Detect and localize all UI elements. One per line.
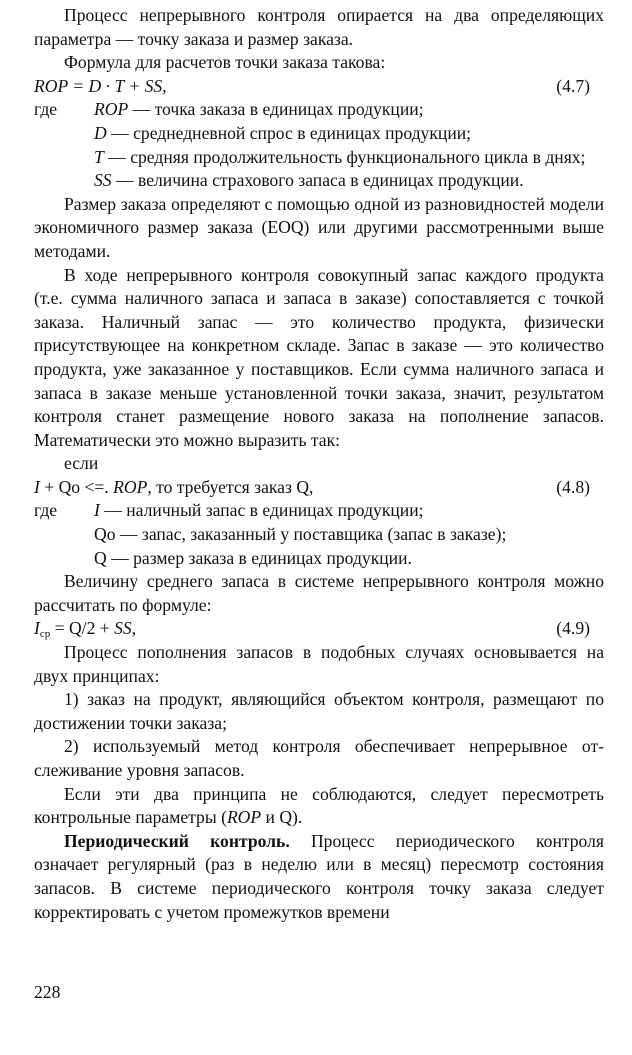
paragraph-11-text: Процесс периодического контроля означает регулярный (раз в неделю или в месяц) пересмотр состояния запасов. В системе периодического контроля точку заказа следует корректировать с учетом промежутков времени (34, 830, 604, 922)
definitions-4-7 (34, 98, 604, 192)
definitions-4-8 (34, 499, 604, 570)
paragraph-1: Процесс непрерывного контроля опирается на два определяющих параметра — точку заказа и размер заказа. (34, 5, 604, 49)
definition-qo-text: Qo — запас, заказанный у поставщика (запас в заказе); (94, 524, 507, 545)
paragraph-8: 1) заказ на продукт, являющийся объектом контроля, размещают по достижении точки заказа; (34, 689, 604, 733)
definition-ss (34, 169, 604, 193)
paragraph-5: если (64, 453, 99, 474)
paragraph-4: В ходе непрерывного контроля совокупный запас каждого продукта (т.е. сумма наличного запаса и запаса в заказе) сопоставляется с точкой заказа. Наличный запас — это количество продукта, физически присутствующее на конкретном складе. Запас в заказе — это количество продукта, уже заказанное у поставщиков. Если сумма наличного запаса и запаса в заказе меньше установленной точки заказа, значит, результатом контроля станет размещение нового заказа на пополнение запасов. Математически это можно выразить так: (34, 264, 604, 450)
definition-i (34, 499, 604, 523)
definition-i-text: I — наличный запас в единицах продукции; (94, 500, 424, 521)
section-heading-periodic-control: Периодический контроль. (64, 830, 290, 851)
where-label: где (34, 99, 58, 120)
definition-rop (34, 98, 604, 122)
paragraph-7: Процесс пополнения запасов в подобных случаях основывается на двух принципах: (34, 642, 604, 686)
definition-q (34, 547, 604, 571)
formula-4-7-expression: ROP = D · T + SS, (34, 75, 167, 96)
paragraph-2: Формула для расчетов точки заказа такова: (64, 52, 386, 73)
definition-ss-text: SS — величина страхового запаса в единицах продукции. (94, 170, 524, 191)
paragraph-11 (34, 830, 604, 924)
paragraph-10: Если эти два принципа не соблюдаются, следует пересмотреть контрольные параметры (ROP и Q). (34, 783, 604, 828)
formula-4-8-expression: I + Qo <=. ROP, то требуется заказ Q, (34, 476, 314, 497)
definition-t-text: T — средняя продолжительность функционального цикла в днях; (94, 146, 586, 167)
paragraph-6: Величину среднего запаса в системе непрерывного контроля можно рассчитать по формуле: (34, 571, 604, 615)
definition-q-text: Q –– размер заказа в единицах продукции. (94, 547, 412, 568)
formula-4-7 (34, 75, 604, 99)
page-body (34, 4, 604, 924)
definition-d-text: D — среднедневной спрос в единицах продукции; (94, 122, 472, 143)
definition-qo (34, 523, 604, 547)
definition-rop-text: ROP — точка заказа в единицах продукции; (94, 99, 424, 120)
page-number: 228 (34, 982, 61, 1002)
formula-4-9-number: (4.9) (556, 618, 590, 639)
formula-4-7-number: (4.7) (556, 75, 590, 96)
definition-d (34, 122, 604, 146)
where-label-2: где (34, 500, 58, 521)
paragraph-9: 2) используемый метод контроля обеспечивает непрерывное отслеживание уровня запасов. (34, 736, 604, 780)
formula-4-8 (34, 476, 604, 500)
formula-4-9-expression: $I_{ср} = Q/2$ + SS, (34, 618, 137, 641)
definition-t (34, 146, 604, 170)
formula-4-9 (34, 617, 604, 641)
formula-4-8-number: (4.8) (556, 476, 590, 497)
paragraph-3: Размер заказа определяют с помощью одной из разновидностей модели экономичного размер заказа (EOQ) или другими рассмотренными выше методами. (34, 193, 604, 261)
